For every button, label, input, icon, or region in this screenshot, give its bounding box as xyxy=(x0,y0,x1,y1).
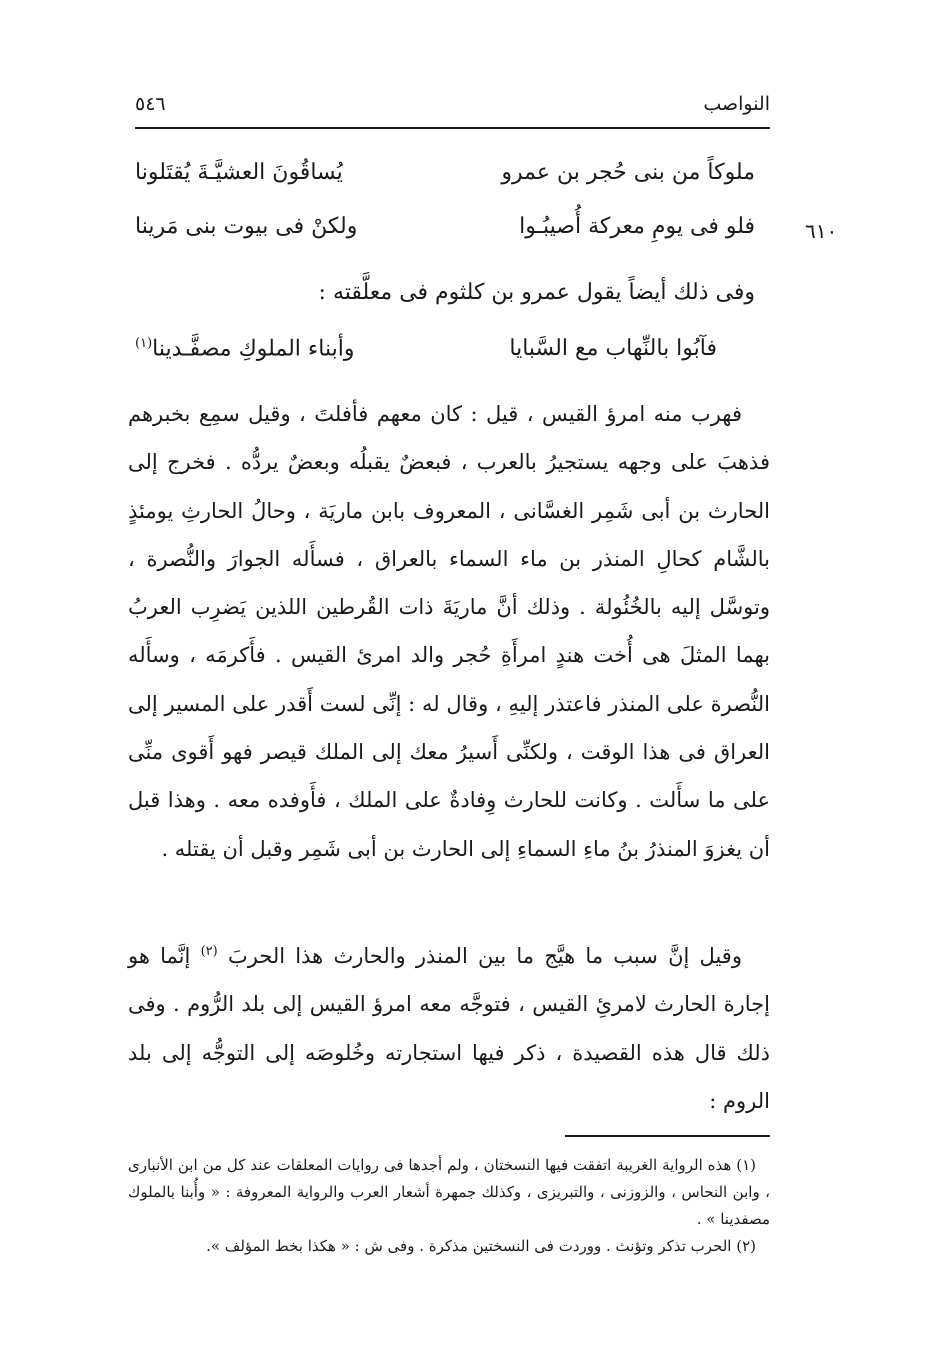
verse-second-hemistich xyxy=(135,336,354,361)
verse-first-hemistich: ملوكاً من بنى حُجر بن عمرو xyxy=(501,160,755,185)
quoted-verse xyxy=(135,336,755,376)
verse-first-hemistich: فلو فى يومِ معركة أُصيبُـوا xyxy=(519,214,755,239)
verse-line-2 xyxy=(135,214,755,254)
footnote-1: (١) هذه الرواية الغريبة اتفقت فيها النسختان ، ولم أجدها فى روايات المعلقات عند كل من ابن الأنبارى ، وابن النحاس ، والزوزنى ، والتبريزى ، وكذلك جمهرة أشعار العرب والرواية المعروفة : « وأُبنا بالملوك مصفدينا » . xyxy=(128,1156,770,1228)
verse-line-1 xyxy=(135,160,755,200)
footnote-ref-2[interactable]: (٢) xyxy=(200,944,218,959)
paragraph-1: فهرب منه امرؤ القيس ، قيل : كان معهم فأفلتَ ، وقيل سمِع بخبرهم فذهبَ على وجهه يستجيرُ بالعرب ، فبعضٌ يقبلُه وبعضٌ يردُّه . فخرج إلى الحارث بن أبى شَمِر الغسَّانى ، المعروف بابن ماريَة ، وحالُ الحارثِ يومئذٍ بالشَّام كحالِ المنذر بن ماء السماء بالعراق ، فسأَله الجوارَ والنُّصرة ، وتوسَّل إليه بالخُئُولة . وذلك أنَّ ماريَةَ ذات القُرطين اللذين يَضرِب العربُ بهما المثلَ هى أُخت هندٍ امرأَةِ حُجر والد امرئ القيس . فأَكرمَه ، وسأَله النُّصرة على المنذر فاعتذر إليهِ ، وقال له : إنِّى لست أَقدر على المسير إلى العراق فى هذا الوقت ، ولكنِّى أَسيرُ معك إلى الملك قيصر فهو أَقوى منِّى على ما سأَلت . وكانت للحارث وِفادةٌ على الملك ، فأَوفده معه . وهذا قبل أن يغزوَ المنذرُ بنُ ماءِ السماءِ إلى الحارث بن أبى شَمِر وقبل أن يقتله . xyxy=(128,402,770,861)
verse-second-text: وأبناء الملوكِ مصفَّـدينا xyxy=(152,336,355,362)
intro-line: وفى ذلك أيضاً يقول عمرو بن كلثوم فى معلَّقته : xyxy=(318,280,755,305)
verse-first-hemistich: فآبُوا بالنِّهاب مع السَّبايا xyxy=(509,336,717,361)
paragraph-2-start: وقيل إنَّ سبب ما هيَّج ما بين المنذر والحارث هذا الحربَ xyxy=(227,944,742,968)
main-text-2 xyxy=(128,928,770,1125)
verse-second-hemistich: يُساقُونَ العشيَّـةَ يُقتَلونا xyxy=(135,160,343,185)
footnote-ref-1[interactable]: (١) xyxy=(135,336,153,351)
verse-second-hemistich: ولكنْ فى بيوت بنى مَرينا xyxy=(135,214,358,239)
verse-line-number: ٦١٠ xyxy=(805,219,838,243)
footnote-divider xyxy=(565,1135,770,1137)
footnote-2: (٢) الحرب تذكر وتؤنث . ووردت فى النسختين مذكرة . وفى ش : « هكذا بخط المؤلف ». xyxy=(206,1237,756,1255)
page-header xyxy=(135,93,770,129)
chapter-title: النواصب xyxy=(703,93,770,115)
paragraph-2 xyxy=(128,928,770,1125)
page-number: ٥٤٦ xyxy=(135,93,166,115)
paragraph-2-rest: إنَّما هو إجارة الحارث لامرئِ القيس ، فتوجَّه معه امرؤ القيس إلى بلد الرُّوم . وفى ذلك قال هذه القصيدة ، ذكر فيها استجارته وخُلوصَه إلى التوجُّه إلى بلد الروم : xyxy=(128,944,770,1113)
footnotes xyxy=(128,1152,770,1260)
main-text xyxy=(128,390,770,873)
